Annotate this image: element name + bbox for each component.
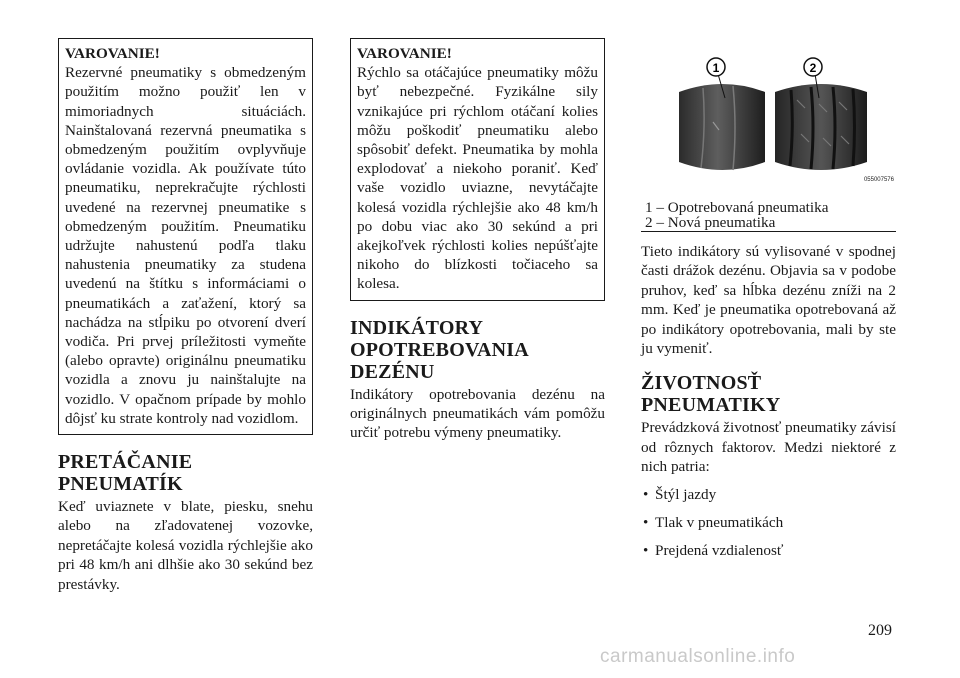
list-item: • Prejdená vzdialenosť — [641, 541, 896, 560]
warning-title: VAROVANIE! — [65, 45, 160, 62]
list-item: • Štýl jazdy — [641, 485, 896, 504]
section-heading-tire-life — [641, 372, 896, 416]
watermark: carmanualsonline.info — [600, 646, 796, 667]
heading-line: OPOTREBOVANIA — [350, 338, 529, 361]
paragraph-indicators: Tieto indikátory sú vylisované v spodnej časti drážok dezénu. Objavia sa v podobe pruhov, keď sa hĺbka dezénu zníži na 2 mm. Keď je pneumatika opotrebovaná až po indikátory opotrebovania, mali by ste ju vymeniť. — [641, 243, 896, 358]
heading-line: PRETÁČANIE — [58, 451, 193, 474]
caption-worn-tire: 1 – Opotrebovaná pneumatika — [645, 199, 829, 216]
list-item: • Tlak v pneumatikách — [641, 513, 896, 532]
heading-line: PNEUMATIKY — [641, 394, 781, 417]
tire-illustration — [641, 42, 896, 190]
heading-line: PNEUMATÍK — [58, 473, 183, 496]
paragraph-tread-wear: Indikátory opotrebovania dezénu na originálnych pneumatikách vám pomôžu určiť potrebu výmeny pneumatiky. — [350, 385, 605, 442]
new-tire-icon — [775, 84, 867, 170]
warning-box-spare-tire — [58, 38, 313, 435]
figure-code: 055007576 — [863, 177, 894, 183]
warning-title: VAROVANIE! — [357, 45, 452, 62]
heading-line: INDIKÁTORY — [350, 316, 484, 339]
section-heading-tire-spinning — [58, 451, 313, 495]
worn-tire-icon — [679, 84, 765, 170]
caption-new-tire: 2 – Nová pneumatika — [645, 214, 776, 231]
tire-wear-figure — [641, 42, 896, 190]
warning-box-spinning-tires — [350, 38, 605, 301]
paragraph-tire-spinning: Keď uviaznete v blate, piesku, snehu alebo na zľadovatenej vozovke, nepretáčajte kolesá vozidla rýchlejšie ako pri 48 km/h ani dlhšie ako 30 sekúnd bez prestávky. — [58, 498, 313, 593]
paragraph-tire-life: Prevádzková životnosť pneumatiky závisí od rôznych faktorov. Medzi niektoré z nich patria: — [641, 419, 896, 476]
column-left — [58, 38, 313, 594]
section-heading-tread-wear-indicators — [350, 317, 605, 383]
heading-line: DEZÉNU — [350, 360, 435, 383]
factor-list — [641, 485, 896, 560]
heading-line: ŽIVOTNOSŤ — [641, 372, 762, 395]
callout-label-2: 2 — [809, 61, 817, 75]
page-number: 209 — [868, 622, 892, 639]
warning-text: Rezervné pneumatiky s obmedzeným použitím možno použiť len v mimoriadnych situáciách. Nainštalovaná rezervná pneumatika s obmedzeným použitím ovplyvňuje ovládanie vozidla. Ak používate túto pneumatiku, neprekračujte rýchlosti uvedené na rezervnej pneumatike s obmedzeným použitím. Pneumatiku udržujte nahustenú podľa tlaku nahustenia pneumatiky za studena uvedenú na štítku s informáciami o pneumatikách a zaťažení, ktorý sa nachádza na stĺpiku po otvorení dverí vodiča. Pri prvej príležitosti vymeňte (alebo opravte) originálnu pneumatiku vozidla a znovu ju nainštalujte na vozidlo. V opačnom prípade by mohlo dôjsť ku strate kontroly nad vozidlom. — [65, 64, 306, 427]
callout-label-1: 1 — [712, 61, 720, 75]
warning-text: Rýchlo sa otáčajúce pneumatiky môžu byť nebezpečné. Fyzikálne sily vznikajúce pri rýchlom otáčaní kolies môžu poškodiť pneumatiku alebo spôsobiť defekt. Pneumatika by mohla explodovať a niekoho poraniť. Keď vaše vozidlo uviazne, nevytáčajte kolesá vozidla rýchlejšie ako 48 km/h po dobu viac ako 30 sekúnd a pri akejkoľvek rýchlosti kolies nepúšťajte nikoho do blízkosti točiaceho sa kolesa. — [357, 64, 598, 293]
column-middle — [350, 38, 605, 443]
column-right — [641, 38, 896, 569]
figure-captions — [641, 200, 896, 232]
